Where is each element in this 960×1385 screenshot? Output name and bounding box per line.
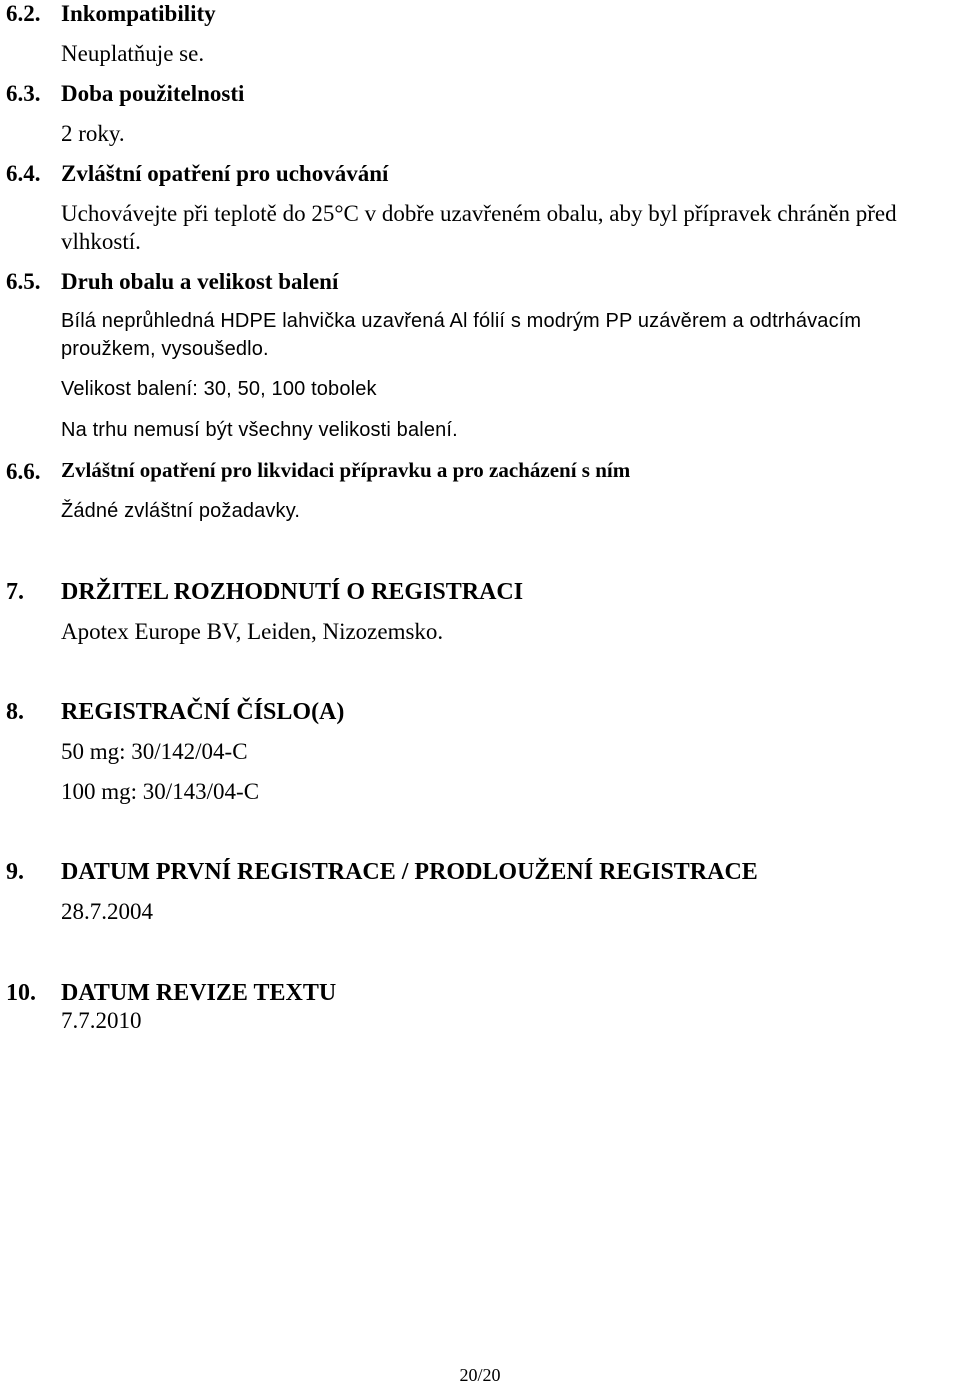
- section-8-number: 8.: [6, 699, 24, 725]
- section-6-2-title: Inkompatibility: [61, 1, 216, 26]
- section-6-4-title: Zvláštní opatření pro uchovávání: [61, 161, 389, 186]
- section-6-3-text: 2 roky.: [61, 121, 125, 146]
- section-7-text: Apotex Europe BV, Leiden, Nizozemsko.: [61, 619, 444, 644]
- section-6-6-title: Zvláštní opatření pro likvidaci přípravku a pro zacházení s ním: [61, 458, 631, 482]
- section-6-5-pack-sizes: Velikost balení: 30, 50, 100 tobolek: [61, 378, 377, 400]
- section-6-4-text-line-1: Uchovávejte při teplotě do 25°C v dobře uzavřeném obalu, aby byl přípravek chráněn před: [61, 201, 897, 226]
- section-6-5-text-line-1: Bílá neprůhledná HDPE lahvička uzavřená Al fólií s modrým PP uzávěrem a odtrhávacím: [61, 310, 862, 332]
- section-6-4-text-line-2: vlhkostí.: [61, 229, 141, 254]
- section-9-title: DATUM PRVNÍ REGISTRACE / PRODLOUŽENÍ REGISTRACE: [61, 859, 758, 885]
- section-9-date: 28.7.2004: [61, 899, 153, 924]
- section-10-date: 7.7.2010: [61, 1008, 142, 1033]
- section-6-5-title: Druh obalu a velikost balení: [61, 269, 339, 294]
- section-6-3-title: Doba použitelnosti: [61, 81, 245, 106]
- section-8-title: REGISTRAČNÍ ČÍSLO(A): [61, 699, 345, 725]
- section-6-5-text-line-2: proužkem, vysoušedlo.: [61, 338, 269, 360]
- section-6-6-text: Žádné zvláštní požadavky.: [61, 500, 301, 522]
- section-8-registration-50mg: 50 mg: 30/142/04-C: [61, 739, 248, 764]
- section-10-number: 10.: [6, 980, 36, 1006]
- page-number: 20/20: [459, 1365, 501, 1385]
- section-6-3-number: 6.3.: [6, 81, 41, 106]
- section-6-6-number: 6.6.: [6, 459, 41, 484]
- section-7-number: 7.: [6, 579, 24, 605]
- section-9-number: 9.: [6, 859, 24, 885]
- section-6-5-number: 6.5.: [6, 269, 41, 294]
- section-10-title: DATUM REVIZE TEXTU: [61, 980, 337, 1006]
- section-7-title: DRŽITEL ROZHODNUTÍ O REGISTRACI: [61, 579, 524, 605]
- section-6-2-number: 6.2.: [6, 1, 41, 26]
- section-6-2-text: Neuplatňuje se.: [61, 41, 205, 66]
- section-6-4-number: 6.4.: [6, 161, 41, 186]
- section-6-5-availability-note: Na trhu nemusí být všechny velikosti balení.: [61, 419, 458, 441]
- section-8-registration-100mg: 100 mg: 30/143/04-C: [61, 779, 260, 804]
